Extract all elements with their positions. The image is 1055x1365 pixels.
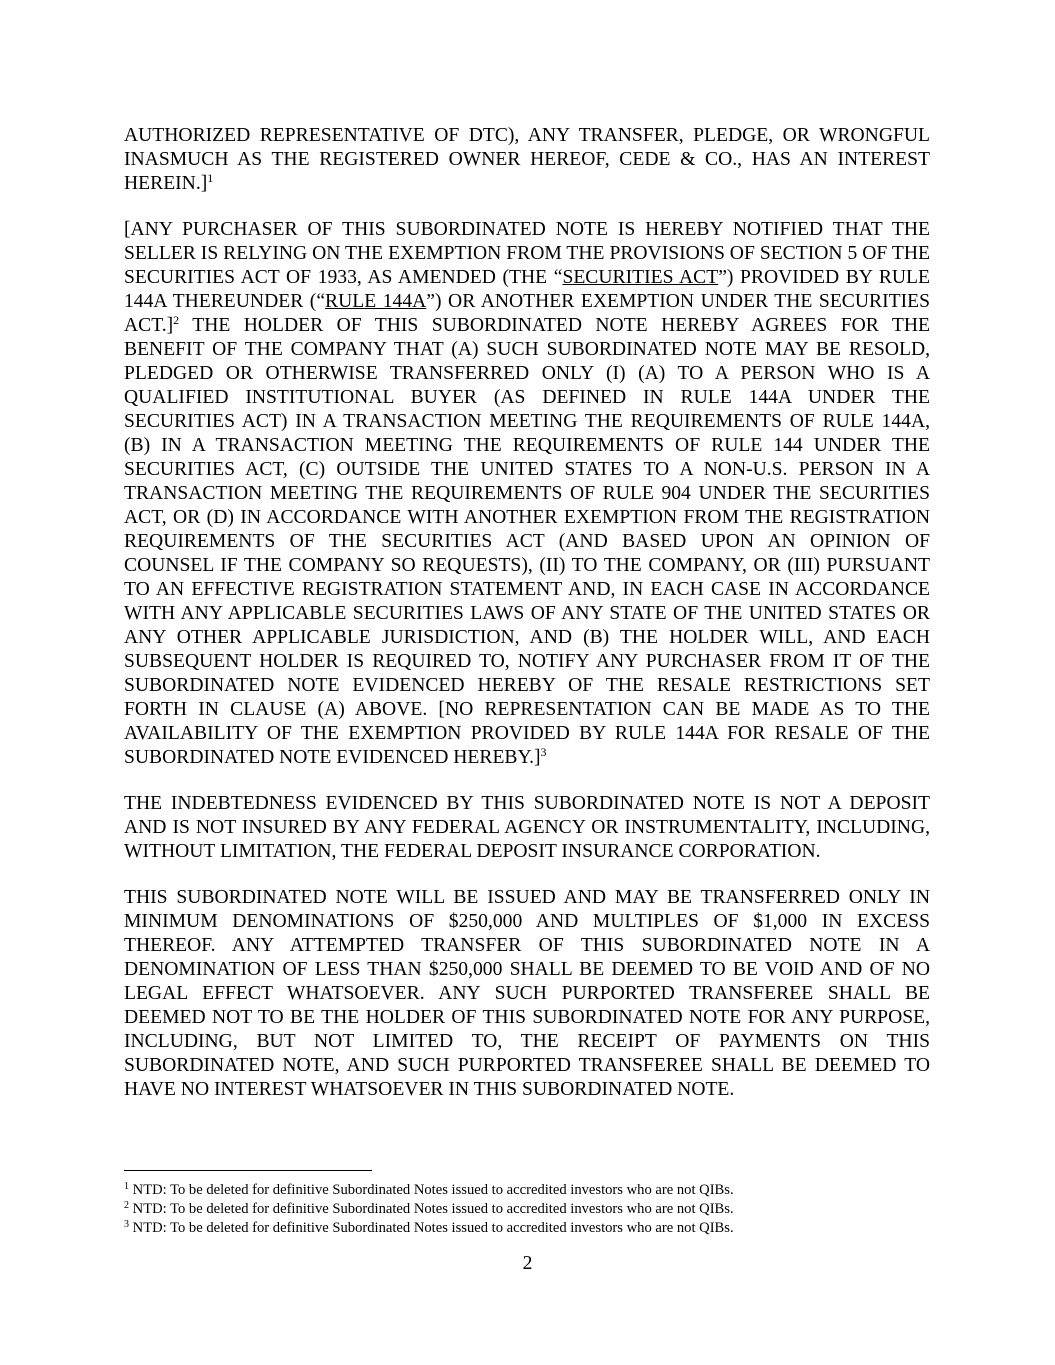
footnotes	[124, 1181, 930, 1238]
paragraph-not-a-deposit	[124, 792, 930, 864]
text-run: THE INDEBTEDNESS EVIDENCED BY THIS SUBORDINATED NOTE IS NOT A DEPOSIT AND IS NOT INSURED BY ANY FEDERAL AGENCY OR INSTRUMENTALITY, INCLUDING, WITHOUT LIMITATION, THE FEDERAL DEPOSIT INSURANCE CORPORATION.	[124, 793, 930, 862]
paragraph-minimum-denominations	[124, 886, 930, 1102]
footnote-text: NTD: To be deleted for definitive Subordinated Notes issued to accredited investors who are not QIBs.	[132, 1201, 734, 1217]
footnote-text: NTD: To be deleted for definitive Subordinated Notes issued to accredited investors who are not QIBs.	[132, 1182, 734, 1198]
footnote-ref-1: 1	[207, 171, 214, 185]
footnote-number: 2	[124, 1200, 129, 1211]
text-run: AUTHORIZED REPRESENTATIVE OF DTC), ANY TRANSFER, PLEDGE, OR WRONGFUL INASMUCH AS THE REGISTERED OWNER HEREOF, CEDE & CO., HAS AN INTEREST HEREIN.]	[124, 125, 930, 194]
page-number: 2	[522, 1253, 533, 1274]
footnote-1	[124, 1181, 930, 1200]
text-run: [ANY PURCHASER OF THIS SUBORDINATED NOTE IS HEREBY NOTIFIED THAT THE SELLER IS RELYING ON THE EXEMPTION FROM THE PROVISIONS OF SECTION 5 OF THE SECURITIES ACT OF 1933, AS AMENDED (THE “	[124, 219, 930, 288]
footnote-ref-3: 3	[540, 745, 547, 759]
paragraph-resale-restrictions	[124, 218, 930, 770]
footnote-2	[124, 1200, 930, 1219]
text-run: THIS SUBORDINATED NOTE WILL BE ISSUED AND MAY BE TRANSFERRED ONLY IN MINIMUM DENOMINATIONS OF $250,000 AND MULTIPLES OF $1,000 IN EXCESS THEREOF. ANY ATTEMPTED TRANSFER OF THIS SUBORDINATED NOTE IN A DENOMINATION OF LESS THAN $250,000 SHALL BE DEEMED TO BE VOID AND OF NO LEGAL EFFECT WHATSOEVER. ANY SUCH PURPORTED TRANSFEREE SHALL BE DEEMED NOT TO BE THE HOLDER OF THIS SUBORDINATED NOTE FOR ANY PURPOSE, INCLUDING, BUT NOT LIMITED TO, THE RECEIPT OF PAYMENTS ON THIS SUBORDINATED NOTE, AND SUCH PURPORTED TRANSFEREE SHALL BE DEEMED TO HAVE NO INTEREST WHATSOEVER IN THIS SUBORDINATED NOTE.	[124, 887, 930, 1100]
footnote-number: 3	[124, 1219, 129, 1230]
document-body	[124, 124, 930, 1124]
footnote-separator	[124, 1170, 372, 1171]
footnote-ref-2: 2	[173, 313, 180, 327]
footnote-3	[124, 1219, 930, 1238]
text-run: ”) OR ANOTHER EXEMPTION UNDER THE SECURITIES ACT.]	[124, 291, 930, 336]
footnote-text: NTD: To be deleted for definitive Subordinated Notes issued to accredited investors who are not QIBs.	[132, 1220, 734, 1236]
text-run: ”) PROVIDED BY RULE 144A THEREUNDER (“	[124, 267, 930, 312]
text-run: THE HOLDER OF THIS SUBORDINATED NOTE HEREBY AGREES FOR THE BENEFIT OF THE COMPANY THAT (A) SUCH SUBORDINATED NOTE MAY BE RESOLD, PLEDGED OR OTHERWISE TRANSFERRED ONLY (I) (A) TO A PERSON WHO IS A QUALIFIED INSTITUTIONAL BUYER (AS DEFINED IN RULE 144A UNDER THE SECURITIES ACT) IN A TRANSACTION MEETING THE REQUIREMENTS OF RULE 144A, (B) IN A TRANSACTION MEETING THE REQUIREMENTS OF RULE 144 UNDER THE SECURITIES ACT, (C) OUTSIDE THE UNITED STATES TO A NON-U.S. PERSON IN A TRANSACTION MEETING THE REQUIREMENTS OF RULE 904 UNDER THE SECURITIES ACT, OR (D) IN ACCORDANCE WITH ANOTHER EXEMPTION FROM THE REGISTRATION REQUIREMENTS OF THE SECURITIES ACT (AND BASED UPON AN OPINION OF COUNSEL IF THE COMPANY SO REQUESTS), (II) TO THE COMPANY, OR (III) PURSUANT TO AN EFFECTIVE REGISTRATION STATEMENT AND, IN EACH CASE IN ACCORDANCE WITH ANY APPLICABLE SECURITIES LAWS OF ANY STATE OF THE UNITED STATES OR ANY OTHER APPLICABLE JURISDICTION, AND (B) THE HOLDER WILL, AND EACH SUBSEQUENT HOLDER IS REQUIRED TO, NOTIFY ANY PURCHASER FROM IT OF THE SUBORDINATED NOTE EVIDENCED HEREBY OF THE RESALE RESTRICTIONS SET FORTH IN CLAUSE (A) ABOVE. [NO REPRESENTATION CAN BE MADE AS TO THE AVAILABILITY OF THE EXEMPTION PROVIDED BY RULE 144A FOR RESALE OF THE SUBORDINATED NOTE EVIDENCED HEREBY.]	[124, 315, 930, 768]
defined-term-securities-act: SECURITIES ACT	[562, 267, 719, 288]
paragraph-dtc-legend	[124, 124, 930, 196]
defined-term-rule-144a: RULE 144A	[325, 291, 427, 312]
footnote-number: 1	[124, 1181, 129, 1192]
